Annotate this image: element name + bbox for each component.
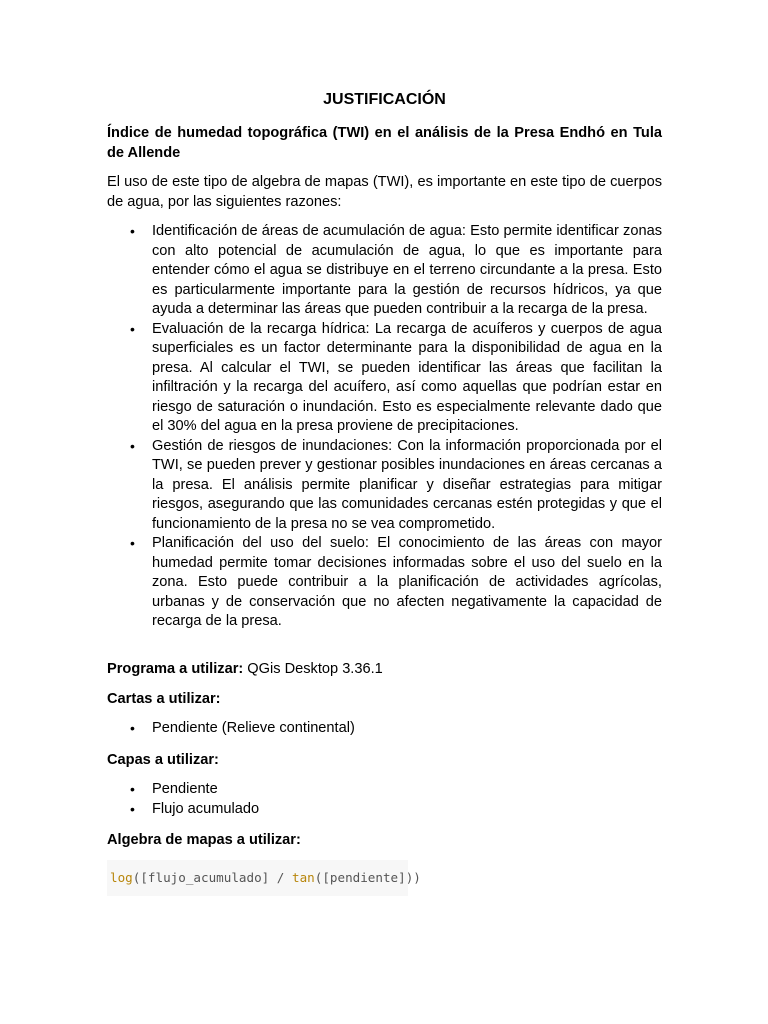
code-part: ([flujo_acumulado] / <box>132 870 292 885</box>
list-item <box>107 719 662 739</box>
reasons-list <box>107 222 662 632</box>
capa-text: Pendiente <box>152 781 218 797</box>
bullet-icon: • <box>130 437 135 454</box>
algebra-heading: Algebra de mapas a utilizar: <box>107 832 301 848</box>
capa-text: Flujo acumulado <box>152 800 260 817</box>
carta-text: Pendiente (Relieve continental) <box>152 720 355 736</box>
bullet-icon: • <box>130 320 135 337</box>
document-title: JUSTIFICACIÓN <box>323 91 446 108</box>
document-subtitle: Índice de humedad topográfica (TWI) en el análisis de la Presa Endhó en Tula de Allende <box>107 125 662 161</box>
bullet-icon: • <box>130 535 135 551</box>
list-item <box>107 800 662 820</box>
list-item <box>107 222 662 320</box>
cartas-heading: Cartas a utilizar: <box>107 691 221 707</box>
bullet-icon: • <box>130 720 135 736</box>
code-function-tan: tan <box>291 870 315 885</box>
intro-paragraph: El uso de este tipo de algebra de mapas (TWI), es importante en este tipo de cuerpos de agua, por las siguientes razones: <box>107 174 662 210</box>
reason-text: Planificación del uso del suelo: El conocimiento de las áreas con mayor humedad permite tomar decisiones informadas sobre el uso del suelo en la zona. Esto puede contribuir a la planificación de actividades agrícolas, urbanas y de conservación que no afecten negativamente la capacidad de recarga de la presa. <box>152 535 662 629</box>
list-item <box>107 320 662 437</box>
capas-heading: Capas a utilizar: <box>107 752 219 768</box>
program-value: QGis Desktop 3.36.1 <box>243 661 383 677</box>
program-line <box>107 659 662 679</box>
code-part: ([pendiente])) <box>314 870 421 885</box>
bullet-icon: • <box>130 781 135 797</box>
cartas-list <box>107 719 662 739</box>
list-item <box>107 437 662 535</box>
reason-text: Identificación de áreas de acumulación de agua: Esto permite identificar zonas con alto potencial de acumulación de agua, lo que es importante para entender cómo el agua se distribuye en el terreno circundante a la presa. Esto es particularmente importante para la gestión de recursos hídricos, ya que ayuda a determinar las áreas que pueden contribuir a la recarga de la presa. <box>152 223 662 317</box>
code-function-log: log <box>110 870 133 885</box>
capas-list <box>107 780 662 819</box>
reason-text: Gestión de riesgos de inundaciones: Con la información proporcionada por el TWI, se pueden prever y gestionar posibles inundaciones en áreas cercanas a la presa. El análisis permite planificar y diseñar estrategias para mitigar riesgos, asegurando que las comunidades cercanas estén protegidas y que el funcionamiento de la presa no se vea comprometido. <box>152 437 662 532</box>
reason-text: Evaluación de la recarga hídrica: La recarga de acuíferos y cuerpos de agua superficiales es un factor determinante para la disponibilidad de agua en la presa. Al calcular el TWI, se pueden identificar las áreas que facilitan la infiltración y la recarga del acuífero, así como aquellas que podrían estar en riesgo de saturación o inundación. Esto es especialmente relevante dado que el 30% del agua en la presa proviene de precipitaciones. <box>152 320 662 434</box>
bullet-icon: • <box>130 800 135 817</box>
list-item <box>107 534 662 632</box>
bullet-icon: • <box>130 223 135 239</box>
list-item <box>107 780 662 800</box>
program-label: Programa a utilizar: <box>107 661 244 677</box>
code-block <box>107 860 421 896</box>
